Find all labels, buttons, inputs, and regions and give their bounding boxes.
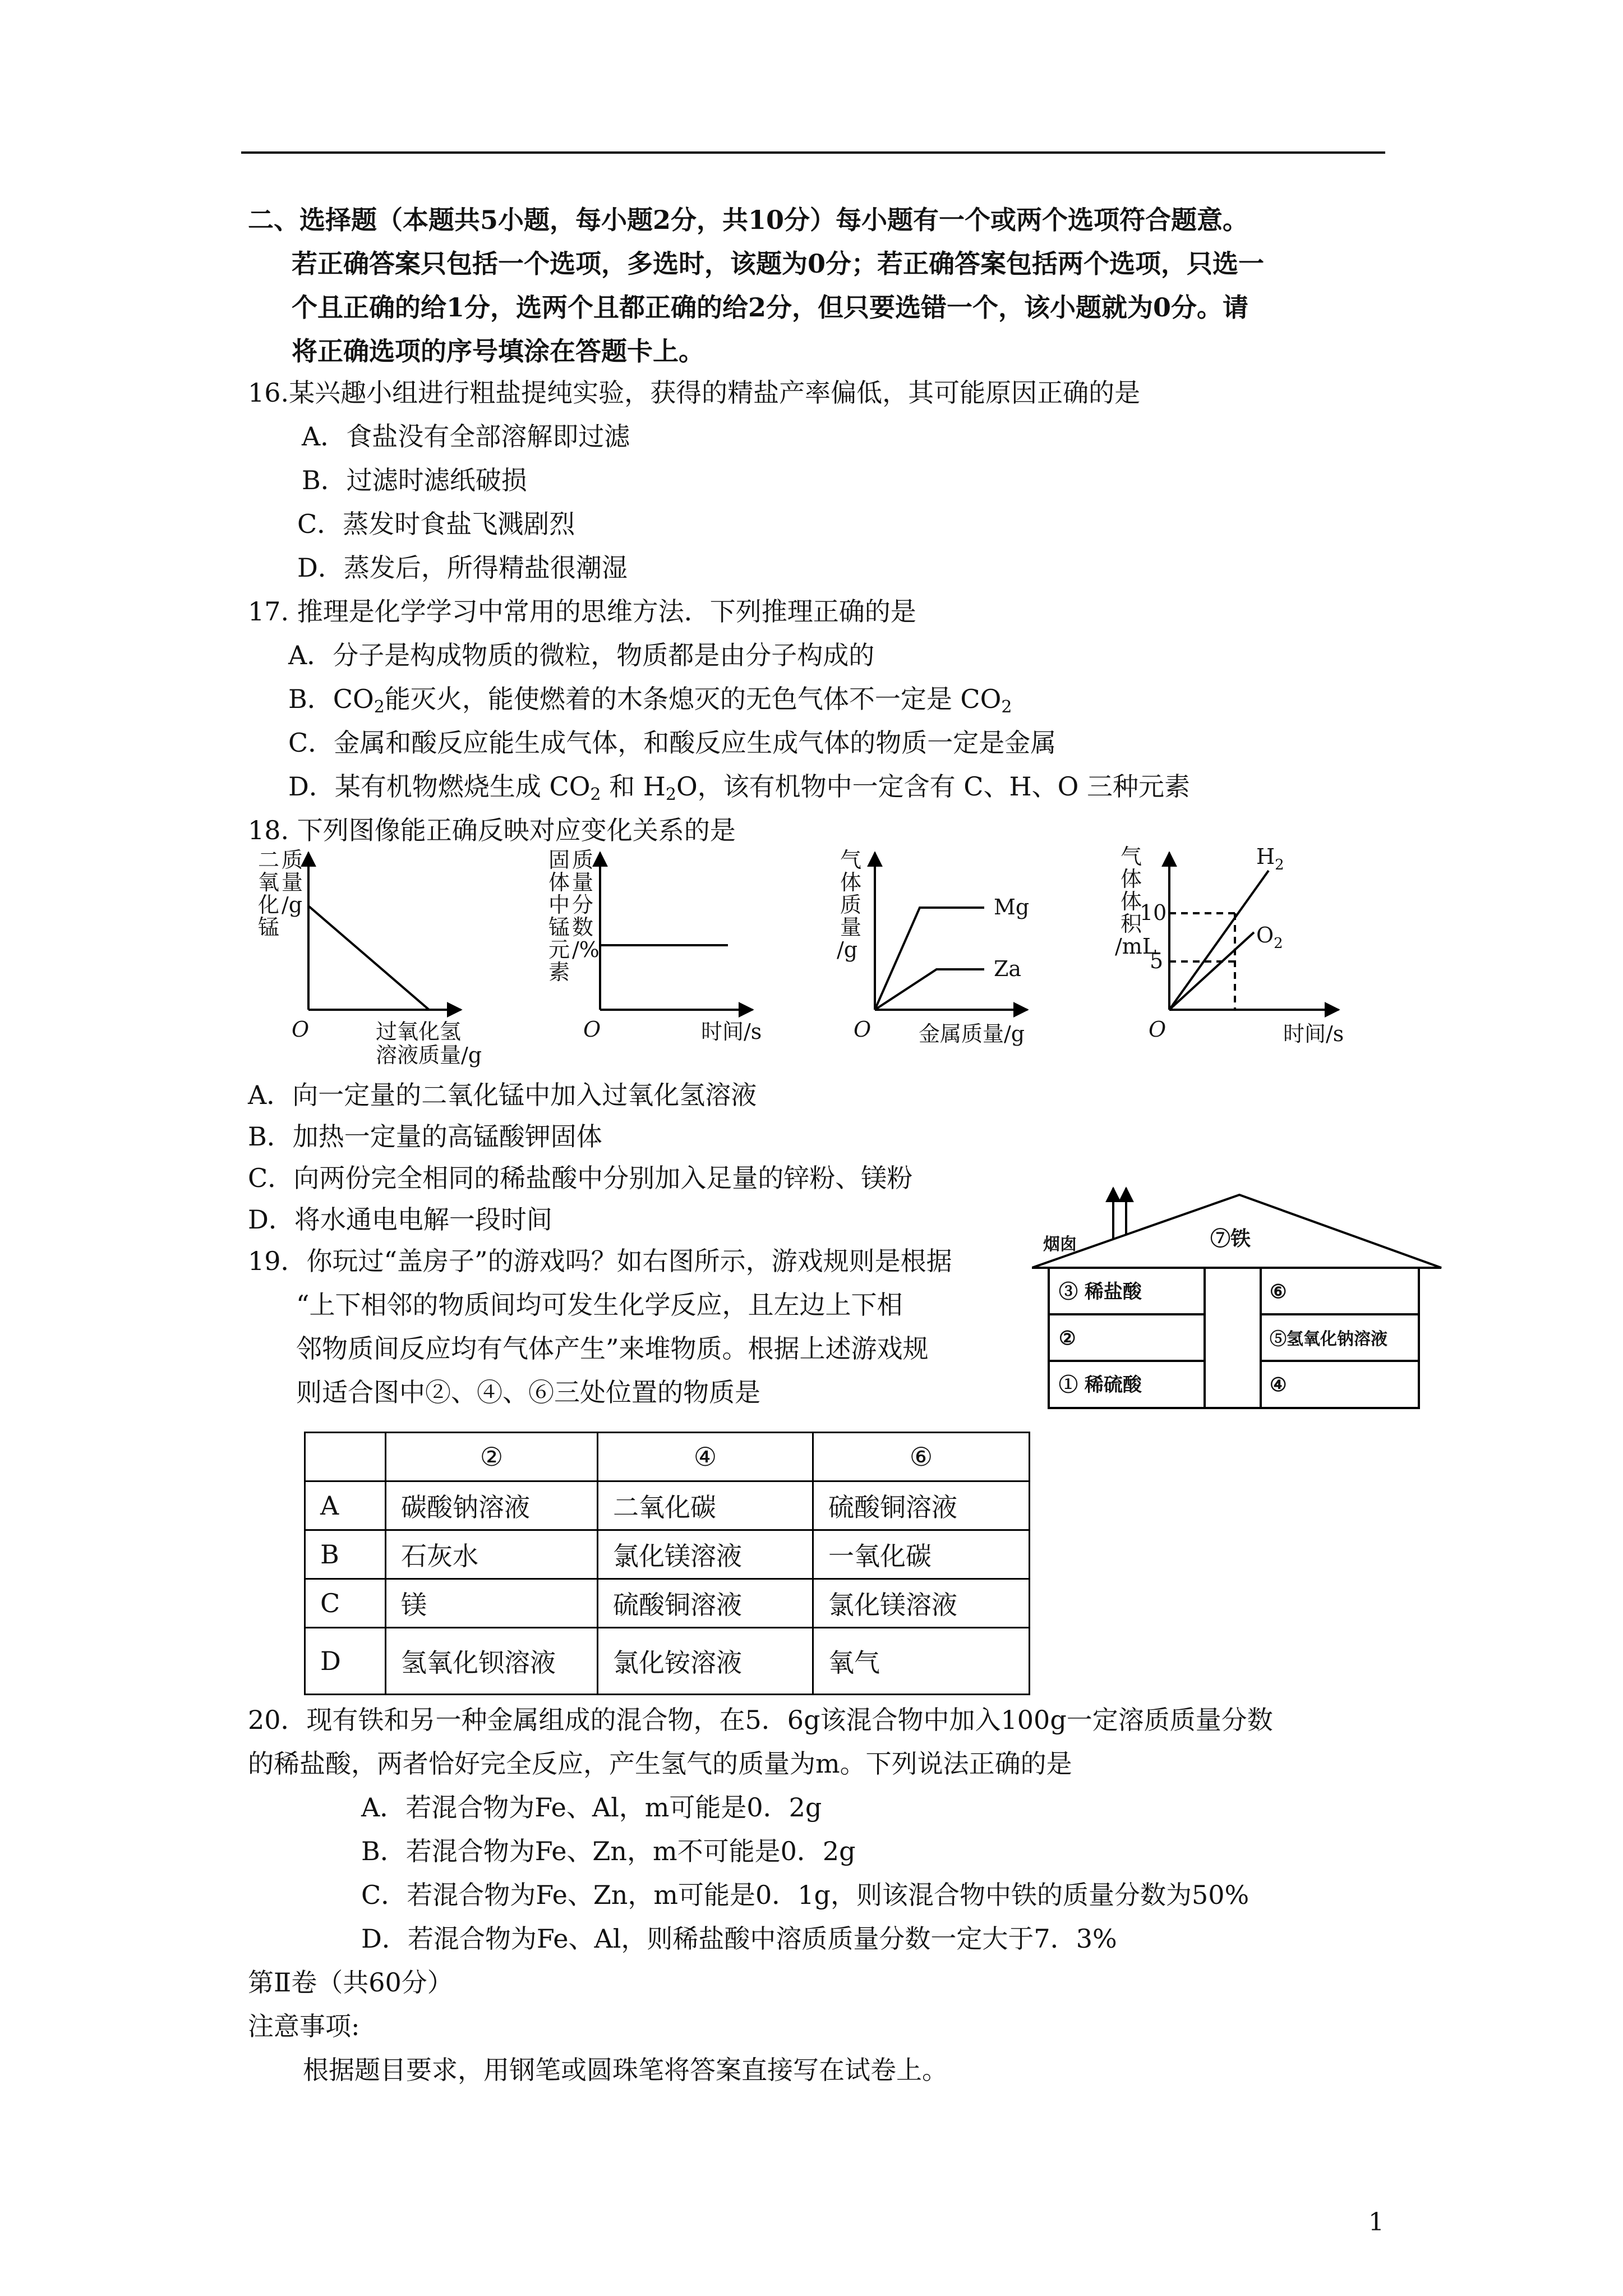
q17-option-b: B．$CO_2$能灭火，能使燃着的木条熄灭的无色气体不一定是 $CO_2$ (288, 684, 1012, 717)
graph4-tick-5: 5 (1150, 949, 1164, 973)
section-header-line-4: 将正确选项的序号填涂在答题卡上。 (292, 336, 704, 366)
table-row (305, 1481, 1030, 1530)
table-row (305, 1530, 1030, 1579)
q20-option-d: D．若混合物为Fe、Al，则稀盐酸中溶质质量分数一定大于7．3% (361, 1924, 1117, 1954)
q20-option-b: B．若混合物为Fe、Zn，m不可能是0．2g (361, 1836, 856, 1866)
q17-option-d: D．某有机物燃烧生成 $CO_2$ 和 $H_2O$，该有机物中一定含有 C、H、O 三种元素 (288, 771, 1190, 804)
graph4-origin: O (1149, 1017, 1166, 1042)
table-cell: 氯化镁溶液 (598, 1530, 813, 1579)
q19-options-table (304, 1432, 1030, 1695)
graph4-series-h2 (1169, 871, 1269, 1010)
q18-option-d: D．将水通电电解一段时间 (248, 1204, 552, 1235)
graph1-line (308, 906, 429, 1010)
graph2-xlabel: 时间/s (701, 1019, 762, 1044)
section-header-line-3: 个且正确的给1分，选两个且都正确的给2分，但只要选错一个，该小题就为0分。请 (292, 292, 1249, 323)
graph2-ylabel-col2: 质量分数/% (572, 848, 600, 962)
graph4-label-o2: $O_2$ (1256, 923, 1283, 952)
q18-graphs (241, 841, 1385, 1077)
table-cell: D (305, 1628, 386, 1695)
table-header-cell (305, 1433, 386, 1481)
page-number: 1 (1368, 2208, 1384, 2237)
table-header-cell: ② (386, 1433, 598, 1481)
house-cell-4: ④ (1270, 1374, 1287, 1396)
table-cell: 镁 (386, 1579, 598, 1628)
house-cell-1: ① 稀硫酸 (1059, 1374, 1142, 1396)
graph4-series-o2 (1169, 932, 1254, 1010)
graph1-origin: O (292, 1017, 310, 1042)
graph4-ylabel: 气体体积/mL (1115, 844, 1157, 959)
table-cell: 氢氧化钡溶液 (386, 1628, 598, 1695)
graph1-xlabel-1: 过氧化氢 (376, 1019, 462, 1044)
table-cell: 二氧化碳 (598, 1481, 813, 1530)
q19-house-diagram (1032, 1184, 1447, 1419)
q20-option-a: A．若混合物为Fe、Al，m可能是0．2g (361, 1792, 822, 1823)
part2-title: 第Ⅱ卷（共60分） (248, 1967, 453, 1998)
table-header-cell: ⑥ (813, 1433, 1030, 1481)
q16-option-c: C．蒸发时食盐飞溅剧烈 (297, 509, 575, 539)
section-header-line-1: 二、选择题（本题共5小题，每小题2分，共10分）每小题有一个或两个选项符合题意。 (248, 205, 1249, 235)
table-header-row (305, 1433, 1030, 1481)
table-row (305, 1628, 1030, 1695)
table-cell: A (305, 1481, 386, 1530)
q19-stem-line-3: 邻物质间反应均有气体产生”来堆物质。根据上述游戏规 (296, 1333, 929, 1364)
q20-stem-line-1: 20．现有铁和另一种金属组成的混合物，在5．6g该混合物中加入100g一定溶质质量分数 (248, 1705, 1273, 1735)
graph3-series-za (875, 969, 984, 1010)
q20-option-c: C．若混合物为Fe、Zn，m可能是0．1g，则该混合物中铁的质量分数为50% (361, 1880, 1249, 1910)
q17-option-c: C．金属和酸反应能生成气体，和酸反应生成气体的物质一定是金属 (288, 728, 1057, 758)
graph4-label-h2: $H_2$ (1256, 844, 1284, 873)
house-chimney-label: 烟囱 (1043, 1235, 1077, 1254)
graph4-xlabel: 时间/s (1283, 1022, 1344, 1046)
q18-option-a: A．向一定量的二氧化锰中加入过氧化氢溶液 (248, 1080, 757, 1110)
graph3-label-za: Za (994, 956, 1022, 981)
graph1-ylabel-col2: 质量/g (282, 848, 303, 917)
section-header-line-2: 若正确答案只包括一个选项，多选时，该题为0分；若正确答案包括两个选项，只选一 (292, 249, 1265, 279)
q20-stem-line-2: 的稀盐酸，两者恰好完全反应，产生氢气的质量为m。下列说法正确的是 (248, 1749, 1072, 1779)
table-cell: 氧气 (813, 1628, 1030, 1695)
graph1-xlabel-2: 溶液质量/g (376, 1043, 482, 1068)
q18-stem: 18. 下列图像能正确反映对应变化关系的是 (248, 815, 736, 845)
graph3-series-mg (875, 908, 984, 1010)
q18-option-c: C．向两份完全相同的稀盐酸中分别加入足量的锌粉、镁粉 (248, 1163, 913, 1193)
table-cell: 氯化镁溶液 (813, 1579, 1030, 1628)
graph4-tick-10: 10 (1140, 900, 1167, 925)
q19-stem-line-2: “上下相邻的物质间均可发生化学反应，且左边上下相 (296, 1290, 903, 1320)
q19-stem-line-4: 则适合图中②、④、⑥三处位置的物质是 (296, 1377, 760, 1407)
table-header-cell: ④ (598, 1433, 813, 1481)
graph3-ylabel: 气体质量/g (837, 848, 862, 962)
graph2-origin: O (583, 1017, 601, 1042)
table-cell: 石灰水 (386, 1530, 598, 1579)
top-rule (241, 151, 1385, 154)
notes-title: 注意事项: (248, 2011, 360, 2041)
q16-option-a: A．食盐没有全部溶解即过滤 (302, 421, 630, 452)
table-cell: 硫酸铜溶液 (598, 1579, 813, 1628)
house-roof-label: ⑦铁 (1210, 1227, 1251, 1250)
q18-option-b: B．加热一定量的高锰酸钾固体 (248, 1121, 602, 1152)
graph3-xlabel: 金属质量/g (919, 1022, 1025, 1046)
house-cell-5: ⑤氢氧化钠溶液 (1270, 1329, 1387, 1349)
table-cell: C (305, 1579, 386, 1628)
graph3-label-mg: Mg (994, 895, 1030, 919)
house-cell-2: ② (1059, 1327, 1076, 1350)
q16-option-b: B．过滤时滤纸破损 (302, 465, 527, 495)
table-cell: 碳酸钠溶液 (386, 1481, 598, 1530)
q16-option-d: D．蒸发后，所得精盐很潮湿 (297, 553, 628, 583)
q16-stem: 16.某兴趣小组进行粗盐提纯实验，获得的精盐产率偏低，其可能原因正确的是 (248, 378, 1141, 408)
graph1-ylabel-col1: 二氧化锰 (258, 848, 280, 940)
graph2-ylabel-col1: 固体中锰元素 (548, 848, 570, 984)
house-cell-6: ⑥ (1270, 1281, 1287, 1303)
notes-text: 根据题目要求，用钢笔或圆珠笔将答案直接写在试卷上。 (303, 2055, 948, 2085)
table-cell: 一氧化碳 (813, 1530, 1030, 1579)
table-cell: 氯化铵溶液 (598, 1628, 813, 1695)
q17-stem: 17. 推理是化学学习中常用的思维方法．下列推理正确的是 (248, 596, 916, 627)
table-cell: 硫酸铜溶液 (813, 1481, 1030, 1530)
q17-option-a: A．分子是构成物质的微粒，物质都是由分子构成的 (288, 640, 875, 670)
q19-stem-line-1: 19．你玩过“盖房子”的游戏吗？如右图所示，游戏规则是根据 (248, 1246, 952, 1276)
house-cell-3: ③ 稀盐酸 (1059, 1281, 1142, 1303)
table-row (305, 1579, 1030, 1628)
table-cell: B (305, 1530, 386, 1579)
graph3-origin: O (854, 1017, 872, 1042)
